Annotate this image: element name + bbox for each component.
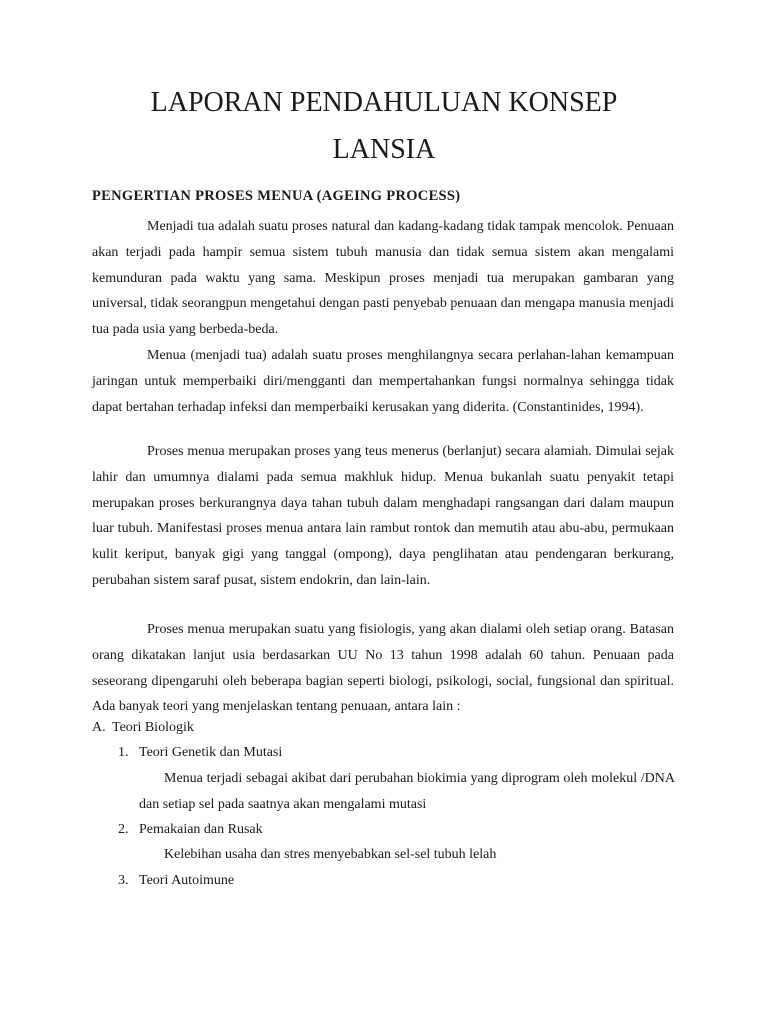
paragraph-4: Proses menua merupakan suatu yang fisiologis, yang akan dialami oleh setiap orang. Batasan orang dikatakan lanjut usia berdasarkan UU No 13 tahun 1998 adalah 60 tahun. Penuaan pada seseorang dipengaruhi oleh beberapa bagian seperti biologi, psikologi, social, fungsional dan spiritual. Ada banyak teori yang menjelaskan tentang penuaan, antara lain : <box>92 622 674 715</box>
list-item-theory-2 <box>118 817 263 843</box>
list-marker: 2. <box>118 822 129 837</box>
section-heading: PENGERTIAN PROSES MENUA (AGEING PROCESS) <box>92 188 461 204</box>
list-item-label: Teori Genetik dan Mutasi <box>139 745 283 760</box>
list-item-theory-1 <box>118 740 282 766</box>
list-marker: 3. <box>118 873 129 888</box>
document-title-line-2: LANSIA <box>332 134 436 165</box>
paragraph-1: Menjadi tua adalah suatu proses natural dan kadang-kadang tidak tampak mencolok. Penuaan akan terjadi pada hampir semua sistem tubuh manusia dan tidak semua sistem akan mengalami kemunduran pada waktu yang sama. Meskipun proses menjadi tua merupakan gambaran yang universal, tidak seorangpun mengetahui dengan pasti penyebab penuaan dan mengapa manusia menjadi tua pada usia yang berbeda-beda. <box>92 219 674 338</box>
theory-2-description: Kelebihan usaha dan stres menyebabkan sel-sel tubuh lelah <box>164 847 497 862</box>
list-item-label: Teori Autoimune <box>139 873 235 888</box>
paragraph-3: Proses menua merupakan proses yang teus menerus (berlanjut) secara alamiah. Dimulai sejak lahir dan umumnya dialami pada semua makhluk hidup. Menua bukanlah suatu penyakit tetapi merupakan proses berkurangnya daya tahan tubuh dalam menghadapi rangsangan dari dalam maupun luar tubuh. Manifestasi proses menua antara lain rambut rontok dan memutih atau abu-abu, permukaan kulit keriput, banyak gigi yang tanggal (ompong), daya penglihatan atau pendengaran berkurang, perubahan sistem saraf pusat, sistem endokrin, dan lain-lain. <box>92 444 674 588</box>
list-marker: A. <box>92 720 106 735</box>
list-item-theory-a <box>92 715 194 741</box>
list-item-label: Pemakaian dan Rusak <box>139 822 263 837</box>
paragraph-2: Menua (menjadi tua) adalah suatu proses menghilangnya secara perlahan-lahan kemampuan jaringan untuk memperbaiki diri/mengganti dan mempertahankan fungsi normalnya sehingga tidak dapat bertahan terhadap infeksi dan memperbaiki kerusakan yang diderita. (Constantinides, 1994). <box>92 348 674 415</box>
list-item-label: Teori Biologik <box>112 720 194 735</box>
list-item-theory-3 <box>118 868 234 894</box>
theory-1-description: Menua terjadi sebagai akibat dari perubahan biokimia yang diprogram oleh molekul /DNA dan setiap sel pada saatnya akan mengalami mutasi <box>139 771 675 812</box>
document-title-line-1: LAPORAN PENDAHULUAN KONSEP <box>150 87 618 118</box>
list-marker: 1. <box>118 745 129 760</box>
